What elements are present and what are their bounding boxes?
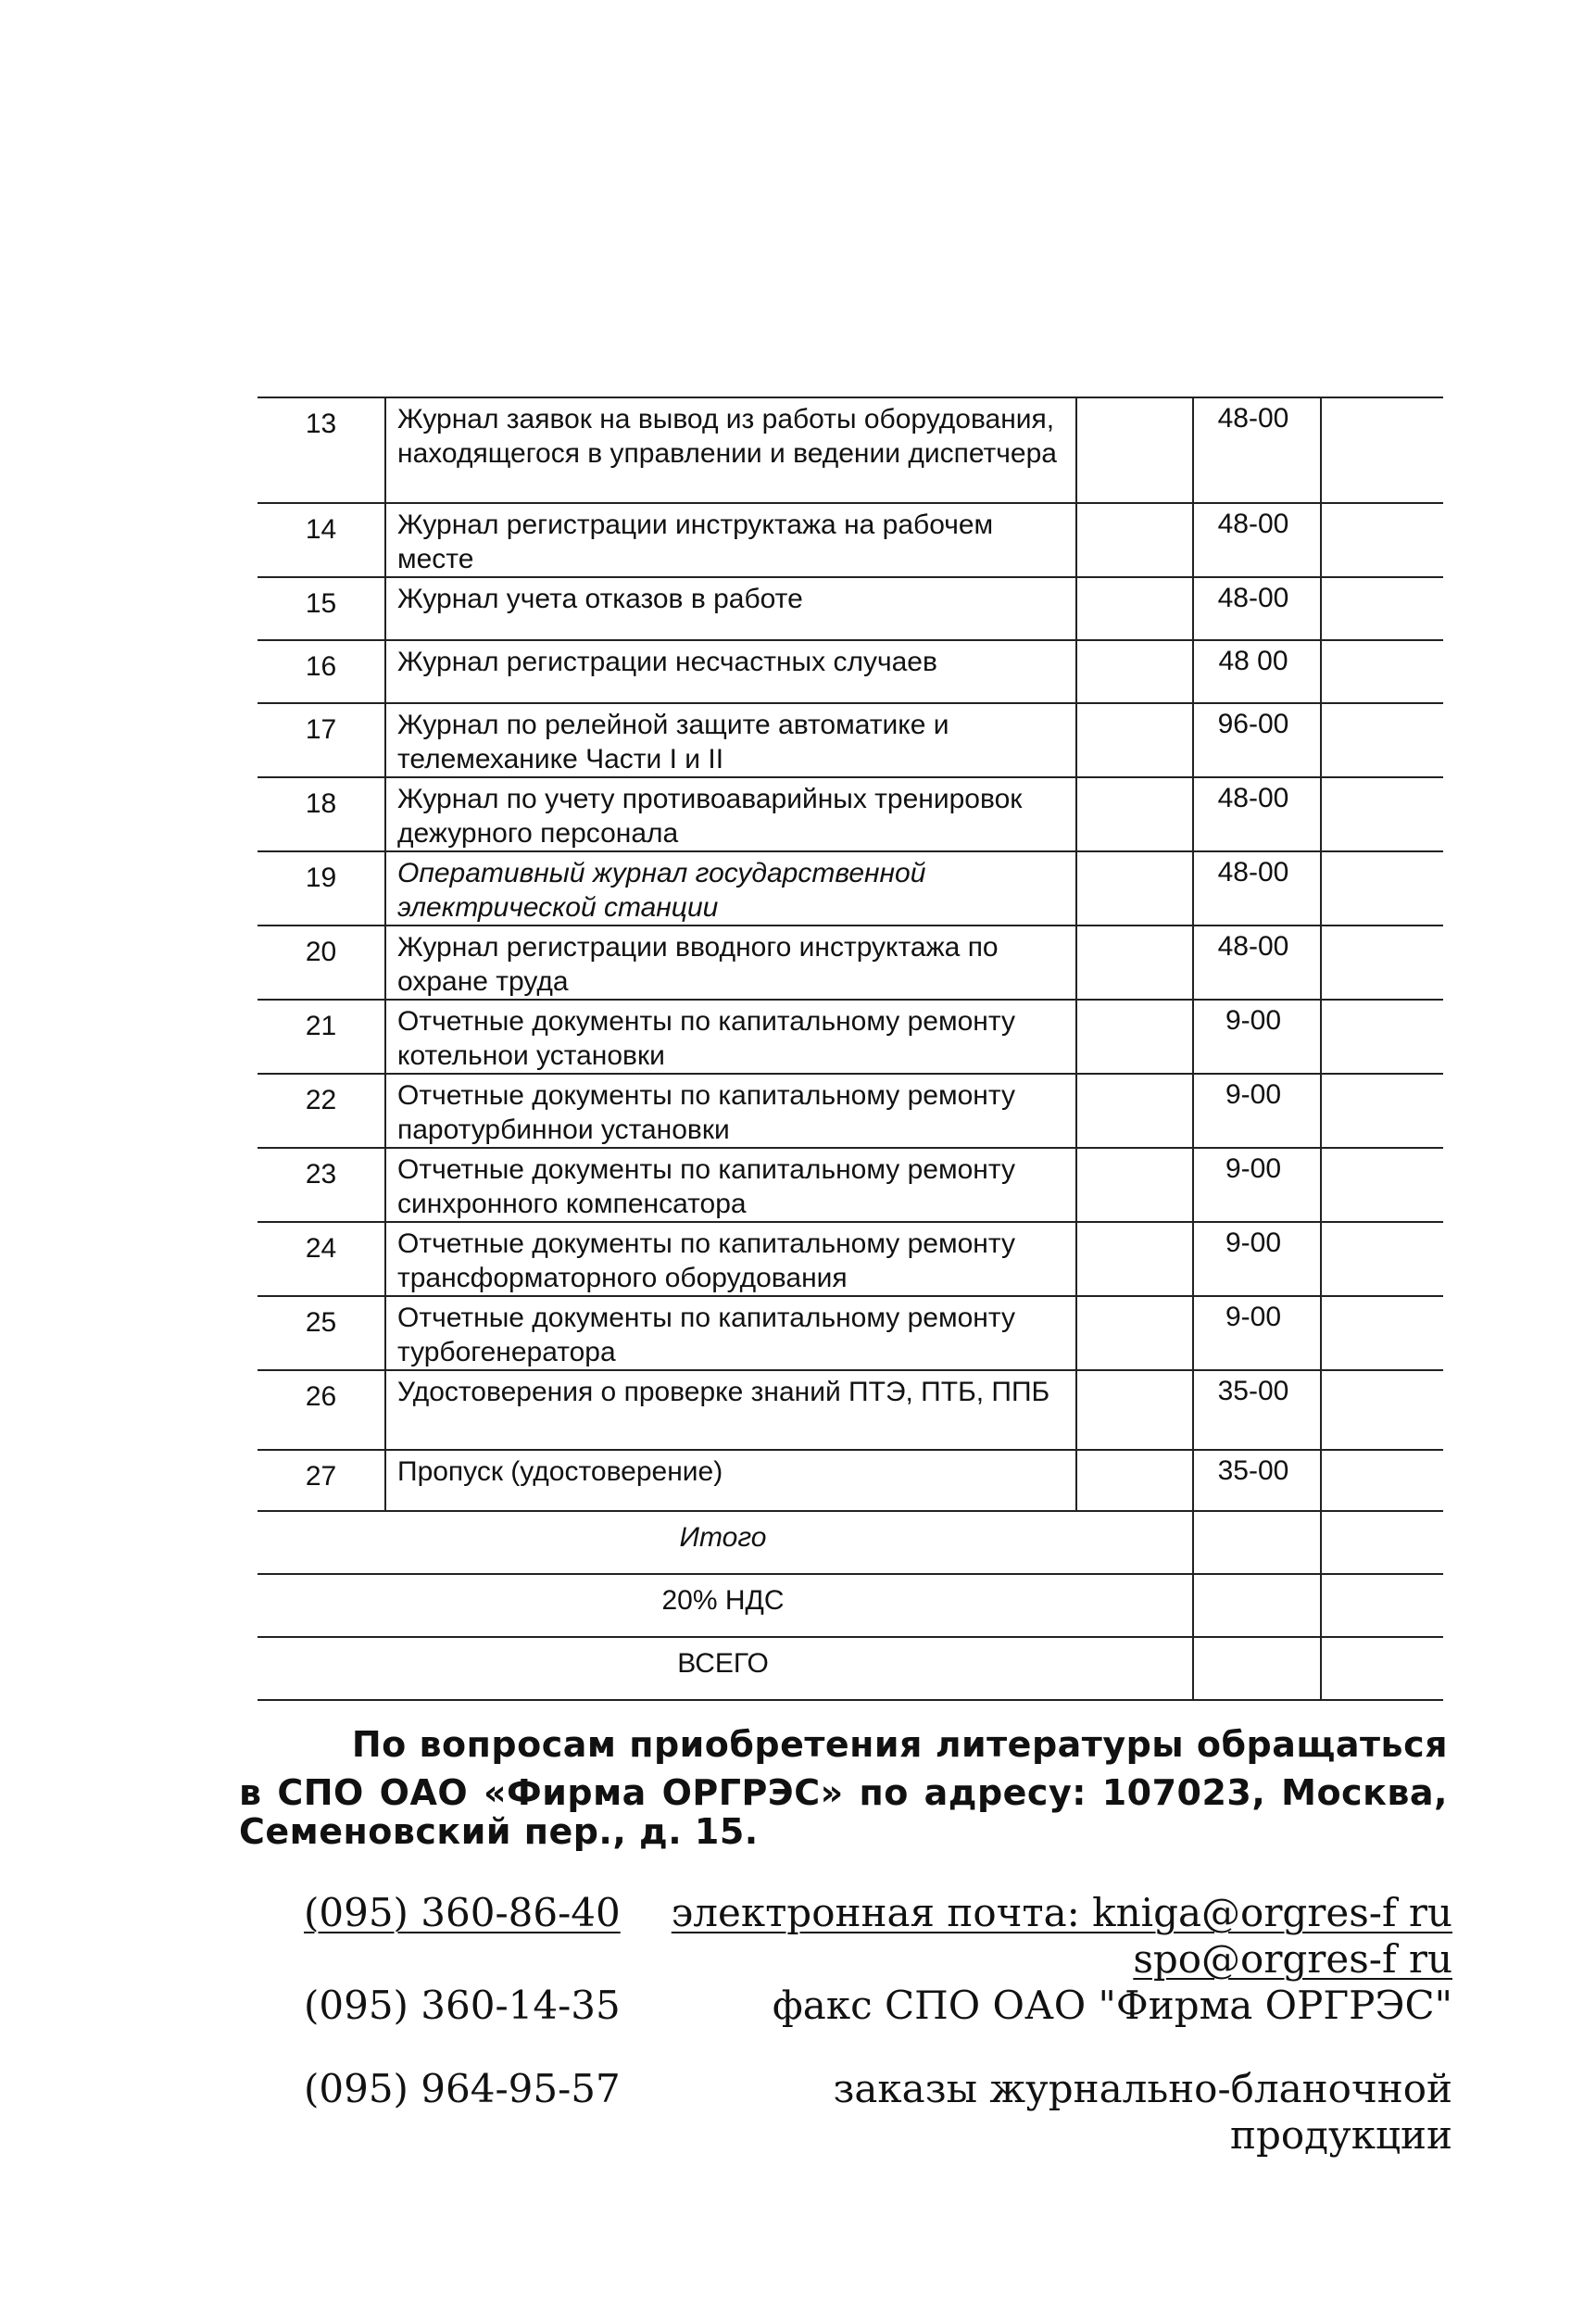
row-title: Отчетные документы по капитальному ремонту котельнои установки (385, 1000, 1076, 1074)
spacer (304, 2029, 1452, 2066)
row-number: 21 (258, 1000, 385, 1074)
summary-price (1193, 1637, 1321, 1700)
row-quantity (1076, 397, 1193, 503)
row-price: 48-00 (1193, 926, 1321, 1000)
row-quantity (1076, 1296, 1193, 1370)
row-number: 26 (258, 1370, 385, 1450)
table-row (258, 503, 1443, 577)
row-title: Журнал заявок на вывод из работы оборудования, находящегося в управлении и ведении диспетчера (385, 397, 1076, 503)
row-total (1321, 851, 1443, 926)
row-number: 27 (258, 1450, 385, 1511)
table-row (258, 1000, 1443, 1074)
table-row (258, 703, 1443, 777)
table-row (258, 1450, 1443, 1511)
phone-row (304, 2066, 1452, 2112)
row-title: Журнал регистрации инструктажа на рабочем месте (385, 503, 1076, 577)
row-quantity (1076, 503, 1193, 577)
row-title: Журнал учета отказов в работе (385, 577, 1076, 640)
row-number: 20 (258, 926, 385, 1000)
row-quantity (1076, 1000, 1193, 1074)
row-price: 48-00 (1193, 777, 1321, 851)
row-price: 48 00 (1193, 640, 1321, 703)
row-number: 24 (258, 1222, 385, 1296)
row-total (1321, 1296, 1443, 1370)
phone-row (304, 1890, 1452, 1936)
row-price: 48-00 (1193, 397, 1321, 503)
row-title: Отчетные документы по капитальному ремонту трансформаторного оборудования (385, 1222, 1076, 1296)
row-quantity (1076, 703, 1193, 777)
summary-price (1193, 1574, 1321, 1637)
summary-total (1321, 1574, 1443, 1637)
orders-label-cont: продукции (1230, 2112, 1452, 2158)
phone-row (304, 1936, 1452, 1983)
table-row (258, 1074, 1443, 1148)
row-quantity (1076, 640, 1193, 703)
row-total (1321, 1370, 1443, 1450)
row-quantity (1076, 1370, 1193, 1450)
summary-price (1193, 1511, 1321, 1574)
phone-number: (095) 964-95-57 (304, 2066, 621, 2111)
table-row (258, 1296, 1443, 1370)
summary-label: Итого (258, 1511, 1193, 1574)
summary-row (258, 1574, 1443, 1637)
row-quantity (1076, 851, 1193, 926)
row-number: 23 (258, 1148, 385, 1222)
row-number: 15 (258, 577, 385, 640)
row-title: Удостоверения о проверке знаний ПТЭ, ПТБ, ППБ (385, 1370, 1076, 1450)
row-total (1321, 1000, 1443, 1074)
phone-block (304, 1890, 1452, 2159)
row-price: 9-00 (1193, 1074, 1321, 1148)
row-number: 25 (258, 1296, 385, 1370)
summary-row (258, 1511, 1443, 1574)
row-title: Отчетные документы по капитальному ремонту паротурбиннои установки (385, 1074, 1076, 1148)
row-total (1321, 703, 1443, 777)
table-row (258, 1148, 1443, 1222)
phone-row (304, 2112, 1452, 2159)
row-total (1321, 640, 1443, 703)
row-price: 48-00 (1193, 503, 1321, 577)
row-number: 14 (258, 503, 385, 577)
summary-row (258, 1637, 1443, 1700)
row-price: 35-00 (1193, 1450, 1321, 1511)
row-total (1321, 1222, 1443, 1296)
table-row (258, 397, 1443, 503)
row-title: Пропуск (удостоверение) (385, 1450, 1076, 1511)
row-quantity (1076, 577, 1193, 640)
row-total (1321, 1074, 1443, 1148)
row-quantity (1076, 926, 1193, 1000)
price-list-table (258, 397, 1443, 1701)
row-total (1321, 397, 1443, 503)
summary-total (1321, 1511, 1443, 1574)
row-total (1321, 1450, 1443, 1511)
row-quantity (1076, 777, 1193, 851)
row-title: Отчетные документы по капитальному ремонту турбогенератора (385, 1296, 1076, 1370)
price-list-body (258, 397, 1443, 1700)
phone-number: (095) 360-86-40 (304, 1890, 621, 1935)
table-row (258, 777, 1443, 851)
row-price: 35-00 (1193, 1370, 1321, 1450)
row-quantity (1076, 1148, 1193, 1222)
table-row (258, 1222, 1443, 1296)
row-title: Журнал по учету противоаварийных тренировок дежурного персонала (385, 777, 1076, 851)
table-row (258, 926, 1443, 1000)
row-title: Оперативный журнал государственной электрической станции (385, 851, 1076, 926)
row-title: Журнал по релейной защите автоматике и телемеханике Части I и II (385, 703, 1076, 777)
summary-total (1321, 1637, 1443, 1700)
row-number: 16 (258, 640, 385, 703)
row-price: 9-00 (1193, 1296, 1321, 1370)
row-total (1321, 577, 1443, 640)
summary-label: 20% НДС (258, 1574, 1193, 1637)
email-link[interactable]: spo@orgres-f ru (1133, 1936, 1452, 1982)
fax-label: факс СПО ОАО "Фирма ОРГРЭС" (772, 1983, 1452, 2028)
row-number: 18 (258, 777, 385, 851)
fax-row (304, 1983, 1452, 2029)
contact-line-3: Семеновский пер., д. 15. (239, 1811, 759, 1852)
row-price: 9-00 (1193, 1148, 1321, 1222)
email-link[interactable]: электронная почта: kniga@orgres-f ru (671, 1890, 1452, 1935)
summary-label: ВСЕГО (258, 1637, 1193, 1700)
table-row (258, 640, 1443, 703)
row-quantity (1076, 1074, 1193, 1148)
row-price: 96-00 (1193, 703, 1321, 777)
row-title: Отчетные документы по капитальному ремонту синхронного компенсатора (385, 1148, 1076, 1222)
row-price: 9-00 (1193, 1000, 1321, 1074)
row-number: 17 (258, 703, 385, 777)
fax-number: (095) 360-14-35 (304, 1983, 621, 2028)
row-number: 19 (258, 851, 385, 926)
orders-label: заказы журнально-бланочной (833, 2066, 1452, 2111)
row-title: Журнал регистрации несчастных случаев (385, 640, 1076, 703)
table-row (258, 851, 1443, 926)
row-price: 48-00 (1193, 851, 1321, 926)
contact-line-2: в СПО ОАО «Фирма ОРГРЭС» по адресу: 107023, Москва, (239, 1772, 1448, 1813)
row-quantity (1076, 1222, 1193, 1296)
row-number: 13 (258, 397, 385, 503)
row-title: Журнал регистрации вводного инструктажа по охране труда (385, 926, 1076, 1000)
row-price: 48-00 (1193, 577, 1321, 640)
row-total (1321, 503, 1443, 577)
row-number: 22 (258, 1074, 385, 1148)
row-total (1321, 777, 1443, 851)
row-total (1321, 1148, 1443, 1222)
table-row (258, 577, 1443, 640)
table-row (258, 1370, 1443, 1450)
row-total (1321, 926, 1443, 1000)
contact-line-1: По вопросам приобретения литературы обращаться (351, 1724, 1448, 1765)
row-price: 9-00 (1193, 1222, 1321, 1296)
row-quantity (1076, 1450, 1193, 1511)
